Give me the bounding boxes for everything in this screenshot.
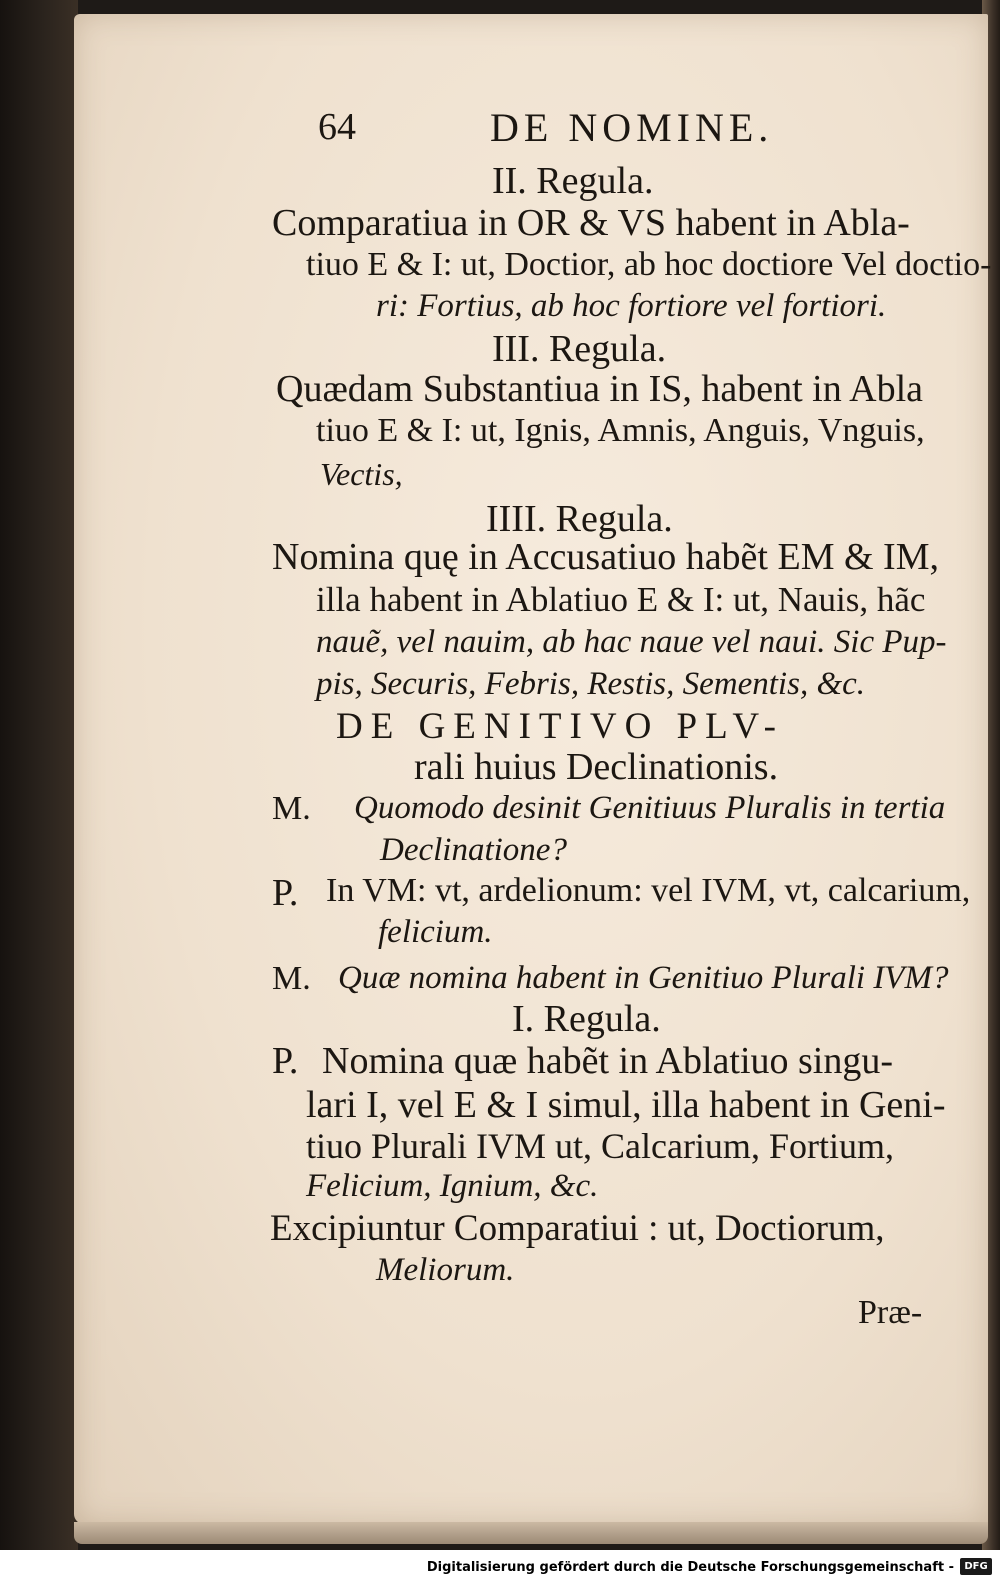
speaker-p-2: P. — [272, 1040, 299, 1082]
digitization-footer — [0, 1550, 1000, 1584]
rule-2-line-3: ri: Fortius, ab hoc fortiore vel fortiori. — [376, 288, 887, 324]
page-number: 64 — [318, 106, 356, 148]
exception-line-1: Excipiuntur Comparatiui : ut, Doctiorum, — [270, 1208, 885, 1249]
answer-1-line-2: felicium. — [378, 914, 493, 950]
rule-2-line-2: tiuo E & I: ut, Doctior, ab hoc doctiore Vel doctio- — [306, 246, 992, 283]
rule-2-heading: II. Regula. — [492, 160, 654, 202]
rule-1-line-3: tiuo Plurali IVM ut, Calcarium, Fortium, — [306, 1126, 894, 1166]
rule-3-heading: III. Regula. — [492, 328, 667, 370]
rule-4-line-3: nauẽ, vel nauim, ab hac naue vel naui. Sic Pup- — [316, 624, 947, 660]
speaker-m-1: M. — [272, 790, 311, 827]
speaker-m-2: M. — [272, 960, 311, 997]
footer-credit: Digitalisierung gefördert durch die Deutsche Forschungsgemeinschaft - — [426, 1560, 954, 1575]
rule-4-line-2: illa habent in Ablatiuo E & I: ut, Nauis, hãc — [316, 580, 926, 619]
rule-2-line-1: Comparatiua in OR & VS habent in Abla- — [272, 202, 910, 244]
page-bottom-edge — [74, 1522, 988, 1544]
section-title-line-1: DE GENITIVO PLV- — [336, 706, 784, 747]
page-title: DE NOMINE. — [490, 105, 774, 150]
rule-1-line-4: Felicium, Ignium, &c. — [306, 1168, 599, 1204]
rule-4-line-1: Nomina quę in Accusatiuo habẽt EM & IM, — [272, 536, 939, 578]
catchword: Præ- — [858, 1294, 923, 1331]
dfg-logo-icon: DFG — [960, 1558, 992, 1575]
question-1-line-1: Quomodo desinit Genitiuus Pluralis in tertia — [354, 790, 946, 826]
book-spine-left — [0, 0, 78, 1584]
question-1-line-2: Declinatione? — [380, 832, 567, 868]
rule-4-heading: IIII. Regula. — [486, 498, 673, 540]
speaker-p-1: P. — [272, 872, 299, 914]
section-title-line-2: rali huius Declinationis. — [414, 746, 779, 788]
answer-1-line-1: In VM: vt, ardelionum: vel IVM, vt, calcarium, — [326, 872, 971, 909]
rule-3-line-3: Vectis, — [320, 456, 403, 492]
exception-line-2: Meliorum. — [376, 1252, 515, 1288]
rule-4-line-4: pis, Securis, Febris, Restis, Sementis, &c. — [316, 666, 866, 702]
rule-1-line-2: lari I, vel E & I simul, illa habent in Geni- — [306, 1084, 946, 1126]
rule-3-line-2: tiuo E & I: ut, Ignis, Amnis, Anguis, Vnguis, — [316, 412, 925, 449]
rule-3-line-1: Quædam Substantiua in IS, habent in Abla — [276, 368, 924, 410]
rule-1-heading: I. Regula. — [512, 998, 661, 1040]
rule-1-line-1: Nomina quæ habẽt in Ablatiuo singu- — [322, 1040, 894, 1082]
question-2-line: Quæ nomina habent in Genitiuo Plurali IVM? — [338, 960, 949, 996]
